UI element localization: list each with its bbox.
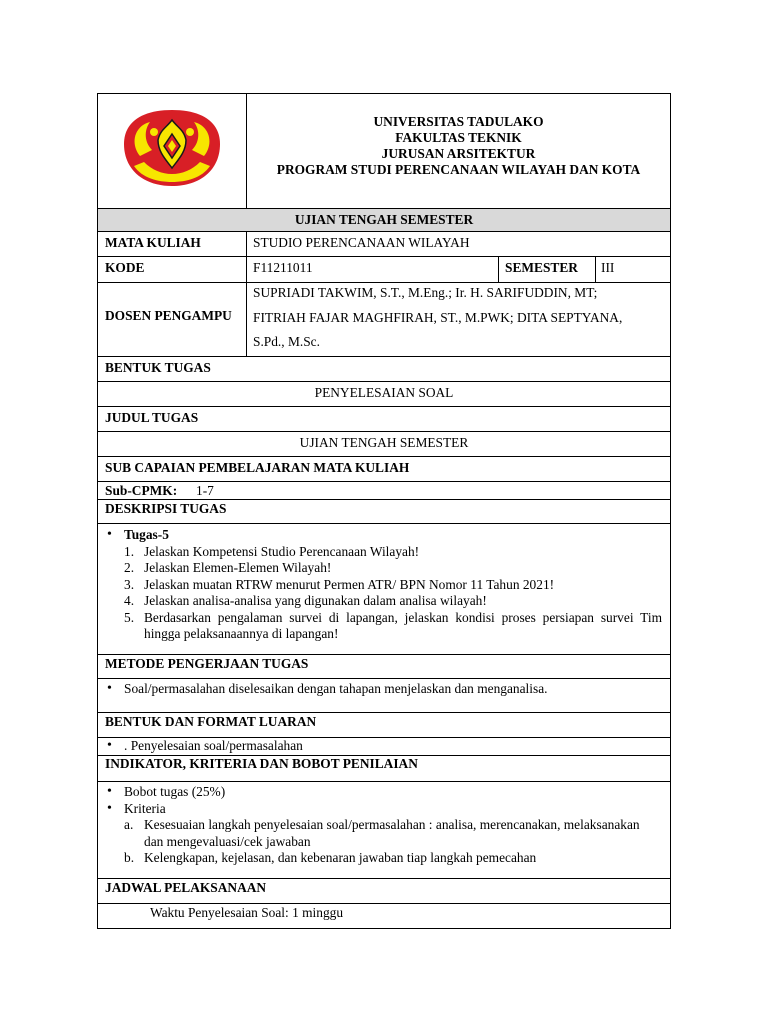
institution-cell (246, 94, 670, 208)
assignment-title-label-row (98, 407, 670, 432)
list-item: • Tugas-5 (107, 527, 169, 542)
output-format-item: . Penyelesaian soal/permasalahan (124, 738, 303, 753)
list-item: • . Penyelesaian soal/permasalahan (107, 738, 303, 753)
semester-label: SEMESTER (505, 260, 578, 275)
sub-cpmk-heading: SUB CAPAIAN PEMBELAJARAN MATA KULIAH (105, 460, 410, 475)
sub-cpmk-heading-row (98, 457, 670, 482)
assignment-form-value: PENYELESAIAN SOAL (314, 385, 454, 400)
output-format-label-row (98, 713, 670, 738)
semester-value: III (601, 260, 615, 275)
sub-cpmk-label: Sub-CPMK: (105, 483, 178, 498)
course-row (98, 232, 670, 257)
header-row (98, 94, 670, 209)
university-logo-icon (120, 108, 224, 188)
method-item: Soal/permasalahan diselesaikan dengan tahapan menjelaskan dan menganalisa. (124, 681, 548, 696)
assignment-form-label-row (98, 357, 670, 382)
lecturer-line: S.Pd., M.Sc. (253, 334, 320, 349)
list-item: 1. Jelaskan Kompetensi Studio Perencanaan Wilayah! (124, 543, 420, 559)
description-list (107, 527, 662, 544)
assignment-title-value-row (98, 432, 670, 457)
list-item: 3. Jelaskan muatan RTRW menurut Permen ATR/ BPN Nomor 11 Tahun 2021! (124, 576, 555, 592)
code-row (98, 257, 670, 283)
list-item: 2. Jelaskan Elemen-Elemen Wilayah! (124, 560, 332, 575)
course-value: STUDIO PERENCANAAN WILAYAH (253, 235, 470, 250)
code-value: F11211011 (253, 260, 313, 275)
sub-cpmk-value: 1-7 (196, 483, 214, 498)
criteria-content-row (98, 782, 670, 879)
method-label-row (98, 655, 670, 679)
method-label: METODE PENGERJAAN TUGAS (105, 656, 309, 671)
criteria-bullet: Kriteria (124, 800, 166, 816)
list-item: • Soal/permasalahan diselesaikan dengan tahapan menjelaskan dan menganalisa. (107, 681, 548, 696)
exam-title-row (98, 209, 670, 232)
logo-cell (98, 94, 246, 208)
lecturer-label: DOSEN PENGAMPU (105, 308, 232, 323)
task-questions (124, 543, 662, 643)
assignment-form-value-row (98, 382, 670, 407)
description-label: DESKRIPSI TUGAS (105, 501, 227, 516)
method-content-row (98, 679, 670, 713)
schedule-label: JADWAL PELAKSANAAN (105, 880, 267, 895)
schedule-value: Waktu Penyelesaian Soal: 1 minggu (150, 905, 344, 920)
lecturer-row (98, 283, 670, 357)
exam-document (97, 93, 671, 929)
output-format-label: BENTUK DAN FORMAT LUARAN (105, 714, 317, 729)
criteria-label-row (98, 756, 670, 782)
schedule-content-row (98, 904, 670, 928)
university-name: UNIVERSITAS TADULAKO (373, 114, 544, 129)
department-name: JURUSAN ARSITEKTUR (381, 146, 536, 161)
sub-cpmk-row (98, 482, 670, 500)
list-item: 5. Berdasarkan pengalaman survei di lapangan, jelaskan kondisi proses persiapan survei Tim hingga pelaksanaannya di lapangan! (124, 609, 662, 641)
assignment-title-label: JUDUL TUGAS (105, 410, 199, 425)
description-content-row (98, 524, 670, 655)
program-name: PROGRAM STUDI PERENCANAAN WILAYAH DAN KOTA (276, 162, 641, 177)
schedule-label-row (98, 879, 670, 904)
list-item: a. Kesesuaian langkah penyelesaian soal/permasalahan : analisa, merencanakan, melaksanakan dan mengevaluasi/cek jawaban (124, 817, 640, 849)
task-title: Tugas-5 (124, 527, 169, 542)
exam-title: UJIAN TENGAH SEMESTER (294, 212, 474, 227)
list-item: • Kriteria (107, 800, 166, 816)
criteria-label: INDIKATOR, KRITERIA DAN BOBOT PENILAIAN (105, 756, 418, 771)
criteria-sub-items (124, 817, 662, 867)
output-format-content-row (98, 738, 670, 756)
assignment-form-label: BENTUK TUGAS (105, 360, 211, 375)
course-label: MATA KULIAH (105, 235, 201, 250)
faculty-name: FAKULTAS TEKNIK (395, 130, 522, 145)
criteria-bullet: Bobot tugas (25%) (124, 784, 226, 799)
list-item: 4. Jelaskan analisa-analisa yang digunakan dalam analisa wilayah! (124, 593, 487, 608)
list-item: b. Kelengkapan, kejelasan, dan kebenaran jawaban tiap langkah pemecahan (124, 850, 537, 865)
description-label-row (98, 500, 670, 524)
code-label: KODE (105, 260, 145, 275)
lecturer-line: SUPRIADI TAKWIM, S.T., M.Eng.; Ir. H. SARIFUDDIN, MT; (253, 285, 598, 300)
assignment-title-value: UJIAN TENGAH SEMESTER (299, 435, 469, 450)
list-item: • Bobot tugas (25%) (107, 784, 226, 799)
lecturer-line: FITRIAH FAJAR MAGHFIRAH, ST., M.PWK; DITA SEPTYANA, (253, 310, 623, 325)
